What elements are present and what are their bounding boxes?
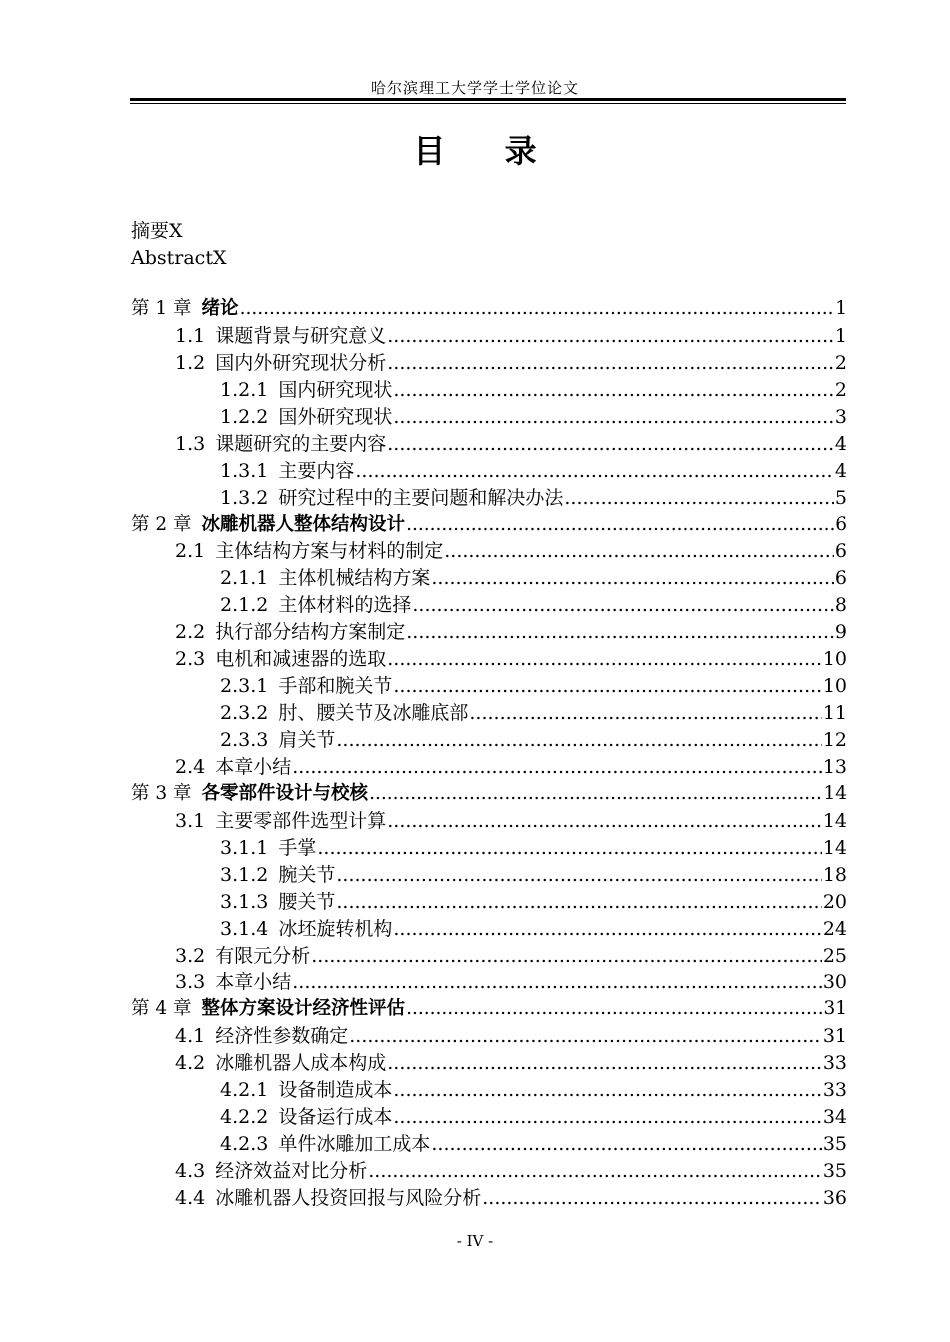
toc-entry-page: 10 xyxy=(822,648,847,671)
toc-dot-leader xyxy=(369,781,822,807)
toc-entry-number: 1.2.1 xyxy=(220,378,269,401)
toc-entry[interactable] xyxy=(131,1023,847,1050)
toc-entry-number: 2.3.1 xyxy=(220,675,269,698)
toc-entry-number: 1.1 xyxy=(175,324,206,347)
toc-dot-leader xyxy=(406,619,834,645)
toc-entry-number: 4.2.2 xyxy=(220,1106,269,1129)
toc-dot-leader xyxy=(393,1077,821,1103)
toc-entry-number: 第 4 章 xyxy=(131,998,192,1020)
toc-entry[interactable] xyxy=(131,323,847,350)
toc-entry-page: 14 xyxy=(822,836,847,859)
toc-entry-page: 30 xyxy=(822,971,847,994)
toc-entry-number: 2.3 xyxy=(175,648,206,671)
toc-entry-page: 35 xyxy=(822,1133,847,1156)
toc-entry-number: 4.2 xyxy=(175,1052,206,1075)
toc-entry-title: 整体方案设计经济性评估 xyxy=(201,998,406,1020)
toc-entry-title: 各零部件设计与校核 xyxy=(201,782,369,804)
page-title: 目 录 xyxy=(413,132,561,170)
toc-entry-title: 有限元分析 xyxy=(215,944,311,967)
toc-entry-title: 主体机械结构方案 xyxy=(278,567,431,590)
running-header: 哈尔滨理工大学学士学位论文 xyxy=(370,79,579,97)
toc-entry-number: 4.3 xyxy=(175,1160,206,1182)
toc-entry[interactable] xyxy=(131,862,847,889)
toc-entry-page: 36 xyxy=(822,1186,847,1209)
toc-entry-title: 冰雕机器人投资回报与风险分析 xyxy=(215,1186,482,1209)
toc-entry-title: 主要零部件选型计算 xyxy=(215,809,387,832)
toc-entry[interactable] xyxy=(131,431,847,458)
toc-entry[interactable] xyxy=(131,916,847,943)
toc-entry-page: 3 xyxy=(834,405,847,428)
toc-entry-title: 主体材料的选择 xyxy=(278,594,412,617)
toc-entry-title: 腕关节 xyxy=(278,863,336,886)
toc-entry-number: 3.3 xyxy=(175,971,206,994)
toc-entry-number: 2.1.2 xyxy=(220,594,269,617)
toc-dot-leader xyxy=(412,592,834,618)
toc-entry-title: 肩关节 xyxy=(278,729,336,751)
toc-dot-leader xyxy=(393,377,834,403)
toc-entry[interactable] xyxy=(131,512,847,539)
toc-entry-page: 6 xyxy=(835,513,847,535)
toc-dot-leader xyxy=(336,862,821,888)
toc-entry-title: 本章小结 xyxy=(215,755,292,778)
toc-dot-leader xyxy=(240,296,835,322)
toc-dot-leader xyxy=(393,1104,821,1130)
toc-entry[interactable] xyxy=(131,673,847,700)
toc-entry-title: 经济效益对比分析 xyxy=(215,1160,368,1182)
toc-entry[interactable] xyxy=(131,727,847,754)
toc-entry-title: 研究过程中的主要问题和解决办法 xyxy=(278,486,564,509)
toc-entry-page: 10 xyxy=(822,675,847,698)
toc-entry-number: 3.1.1 xyxy=(220,836,269,859)
toc-entry-number: 1.2 xyxy=(175,351,206,374)
toc-entry-number: 3.2 xyxy=(175,944,206,967)
toc-entry-number: 1.3.2 xyxy=(220,486,269,509)
toc-entry-number: 3.1 xyxy=(175,809,206,832)
toc-entry-number: 4.4 xyxy=(175,1186,206,1209)
toc-entry-title: 冰雕机器人整体结构设计 xyxy=(201,513,406,535)
toc-entry-title: 本章小结 xyxy=(215,971,292,994)
toc-entry-page: 8 xyxy=(834,594,847,617)
toc-entry-number: 第 2 章 xyxy=(131,513,192,535)
table-of-contents xyxy=(131,296,847,1212)
header-rule-thick xyxy=(130,98,846,101)
toc-dot-leader xyxy=(406,996,822,1022)
toc-entry-title: 课题背景与研究意义 xyxy=(215,324,387,347)
toc-entry-title: 肘、腰关节及冰雕底部 xyxy=(278,702,469,725)
toc-entry[interactable] xyxy=(131,1077,847,1104)
toc-dot-leader xyxy=(387,1050,822,1076)
toc-entry-title: 课题研究的主要内容 xyxy=(215,432,387,455)
toc-entry[interactable] xyxy=(131,1131,847,1158)
toc-entry[interactable] xyxy=(131,835,847,862)
toc-entry-page: 4 xyxy=(834,432,847,455)
toc-entry[interactable] xyxy=(131,592,847,619)
toc-dot-leader xyxy=(431,565,834,591)
toc-entry[interactable] xyxy=(131,808,847,835)
toc-entry-page: 9 xyxy=(834,621,847,644)
toc-dot-leader xyxy=(317,835,821,861)
toc-entry[interactable] xyxy=(131,619,847,646)
toc-entry-title: 执行部分结构方案制定 xyxy=(215,621,406,644)
toc-dot-leader xyxy=(431,1131,821,1157)
toc-entry[interactable] xyxy=(131,565,847,592)
toc-entry-title: 绪论 xyxy=(201,298,239,319)
toc-entry-page: 25 xyxy=(822,944,847,967)
toc-entry-number: 第 1 章 xyxy=(131,298,192,319)
toc-entry-page: 13 xyxy=(822,755,847,778)
toc-entry-title: 主体结构方案与材料的制定 xyxy=(215,540,444,563)
toc-entry[interactable] xyxy=(131,377,847,404)
toc-dot-leader xyxy=(311,943,822,969)
toc-entry-number: 4.2.1 xyxy=(220,1079,269,1102)
toc-entry-number: 2.3.2 xyxy=(220,702,269,725)
toc-entry-number: 1.3.1 xyxy=(220,459,269,482)
toc-entry-number: 3.1.2 xyxy=(220,863,269,886)
toc-dot-leader xyxy=(387,323,834,349)
toc-entry[interactable] xyxy=(131,1185,847,1212)
toc-entry-number: 2.1.1 xyxy=(220,567,269,590)
toc-entry[interactable] xyxy=(131,889,847,916)
toc-dot-leader xyxy=(482,1185,822,1211)
toc-entry-page: 1 xyxy=(835,298,847,319)
toc-entry[interactable] xyxy=(131,943,847,970)
toc-entry-number: 第 3 章 xyxy=(131,782,192,804)
header-rule-thin xyxy=(130,103,846,104)
toc-entry-page: 34 xyxy=(822,1106,847,1129)
toc-entry-number: 3.1.3 xyxy=(220,890,269,913)
toc-entry-page: 33 xyxy=(822,1052,847,1075)
toc-entry-page: 31 xyxy=(823,998,847,1020)
toc-entry-number: 3.1.4 xyxy=(220,917,269,940)
toc-entry-page: 18 xyxy=(822,863,847,886)
toc-entry[interactable] xyxy=(131,404,847,431)
toc-entry-title: 手部和腕关节 xyxy=(278,675,393,698)
toc-entry[interactable] xyxy=(131,646,847,673)
toc-entry-title: 主要内容 xyxy=(278,459,355,482)
toc-entry-title: 手掌 xyxy=(278,836,317,859)
toc-dot-leader xyxy=(336,889,821,915)
toc-entry-page: 35 xyxy=(822,1160,847,1182)
toc-entry-number: 1.3 xyxy=(175,432,206,455)
toc-front-abstract-en[interactable]: AbstractX xyxy=(131,247,227,269)
toc-entry-page: 24 xyxy=(822,917,847,940)
toc-dot-leader xyxy=(564,485,834,511)
toc-dot-leader xyxy=(336,727,821,753)
toc-dot-leader xyxy=(393,404,834,430)
toc-entry-number: 2.2 xyxy=(175,621,206,644)
toc-entry-title: 电机和减速器的选取 xyxy=(215,648,387,671)
toc-entry-title: 国内外研究现状分析 xyxy=(215,351,387,374)
toc-dot-leader xyxy=(393,916,821,942)
page-number: - IV - xyxy=(456,1232,494,1250)
toc-front-abstract-cn[interactable]: 摘要X xyxy=(131,220,183,242)
toc-entry-page: 6 xyxy=(834,540,847,563)
toc-dot-leader xyxy=(292,754,822,780)
toc-entry-title: 设备制造成本 xyxy=(278,1079,393,1102)
toc-entry[interactable] xyxy=(131,700,847,727)
toc-entry[interactable] xyxy=(131,458,847,485)
toc-entry-page: 31 xyxy=(822,1025,847,1048)
toc-dot-leader xyxy=(349,1023,822,1049)
toc-entry-number: 4.2.3 xyxy=(220,1133,269,1156)
toc-dot-leader xyxy=(292,969,822,995)
toc-entry-page: 1 xyxy=(834,324,847,347)
toc-dot-leader xyxy=(387,808,822,834)
toc-entry-page: 4 xyxy=(834,459,847,482)
toc-entry-title: 国外研究现状 xyxy=(278,405,393,428)
toc-entry-number: 2.1 xyxy=(175,540,206,563)
toc-entry[interactable] xyxy=(131,1050,847,1077)
toc-entry-title: 单件冰雕加工成本 xyxy=(278,1133,431,1156)
toc-entry-title: 冰雕机器人成本构成 xyxy=(215,1052,387,1075)
toc-entry[interactable] xyxy=(131,781,847,808)
toc-entry-number: 4.1 xyxy=(175,1025,206,1048)
toc-dot-leader xyxy=(406,512,834,538)
toc-entry-page: 2 xyxy=(834,351,847,374)
toc-entry[interactable] xyxy=(131,1158,847,1185)
toc-entry-number: 2.3.3 xyxy=(220,729,269,751)
toc-dot-leader xyxy=(469,700,821,726)
toc-entry-title: 国内研究现状 xyxy=(278,378,393,401)
toc-dot-leader xyxy=(444,538,834,564)
toc-entry[interactable] xyxy=(131,350,847,377)
toc-entry[interactable] xyxy=(131,969,847,996)
toc-dot-leader xyxy=(387,431,834,457)
toc-entry-title: 冰坯旋转机构 xyxy=(278,917,393,940)
toc-entry-number: 1.2.2 xyxy=(220,405,269,428)
toc-entry[interactable] xyxy=(131,1104,847,1131)
toc-entry-page: 33 xyxy=(822,1079,847,1102)
toc-entry-page: 11 xyxy=(822,702,847,725)
toc-entry-page: 14 xyxy=(823,782,847,804)
toc-dot-leader xyxy=(387,350,834,376)
toc-entry[interactable] xyxy=(131,296,847,323)
toc-entry-page: 14 xyxy=(822,809,847,832)
toc-entry[interactable] xyxy=(131,538,847,565)
toc-entry-title: 腰关节 xyxy=(278,890,336,913)
toc-entry-page: 6 xyxy=(834,567,847,590)
toc-entry[interactable] xyxy=(131,754,847,781)
toc-entry-title: 设备运行成本 xyxy=(278,1106,393,1129)
toc-entry-page: 12 xyxy=(822,729,847,751)
toc-entry[interactable] xyxy=(131,485,847,512)
toc-entry-page: 20 xyxy=(822,890,847,913)
toc-entry[interactable] xyxy=(131,996,847,1023)
toc-entry-page: 5 xyxy=(834,486,847,509)
toc-dot-leader xyxy=(368,1158,822,1184)
toc-entry-number: 2.4 xyxy=(175,755,206,778)
toc-entry-page: 2 xyxy=(834,378,847,401)
toc-entry-title: 经济性参数确定 xyxy=(215,1025,349,1048)
toc-dot-leader xyxy=(393,673,821,699)
toc-dot-leader xyxy=(355,458,834,484)
toc-dot-leader xyxy=(387,646,822,672)
